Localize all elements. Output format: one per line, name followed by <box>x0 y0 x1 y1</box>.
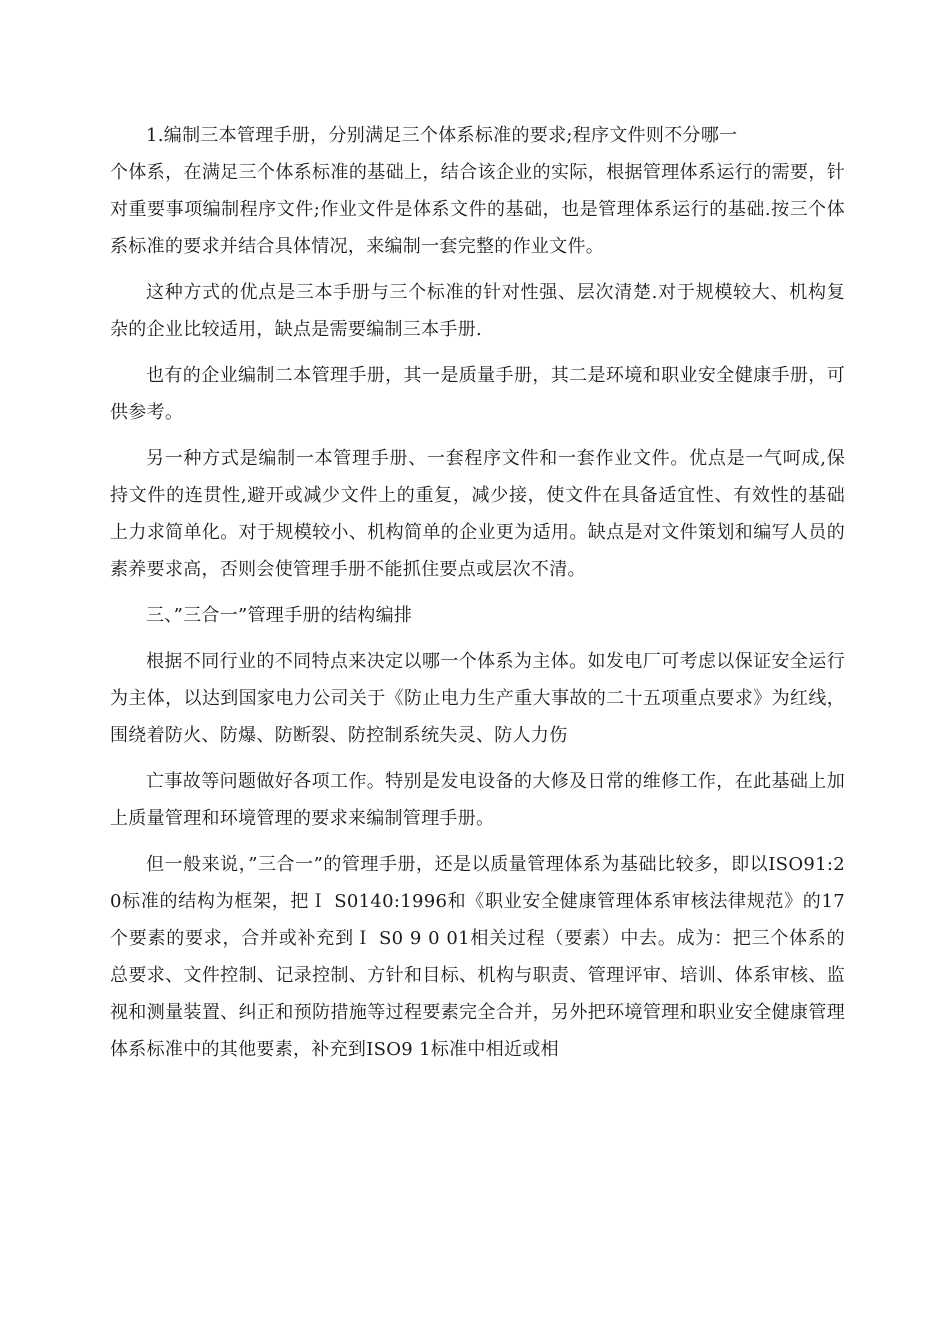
paragraph-5: 另一种方式是编制一本管理手册、一套程序文件和一套作业文件。优点是一气呵成,保持文件的连贯性,避开或减少文件上的重复，减少接，使文件在具备适宜性、有效性的基础上力求简单化。对于规模较小、机构简单的企业更为适用。缺点是对文件策划和编写人员的素养要求高，否则会使管理手册不能抓住要点或层次不清。 <box>110 448 845 580</box>
paragraph-3: 这种方式的优点是三本手册与三个标准的针对性强、层次清楚.对于规模较大、机构复杂的企业比较适用，缺点是需要编制三本手册. <box>110 282 845 340</box>
document-body <box>110 117 845 1077</box>
paragraph-1: 1.编制三本管理手册，分别满足三个体系标准的要求;程序文件则不分哪一 <box>146 125 738 146</box>
paragraph-7: 亡事故等问题做好各项工作。特别是发电设备的大修及日常的维修工作，在此基础上加上质量管理和环境管理的要求来编制管理手册。 <box>110 771 845 829</box>
paragraph-8: 但一般来说，”三合一”的管理手册，还是以质量管理体系为基础比较多，即以ISO91:2 0标准的结构为框架，把Ｉ S0140:1996和《职业安全健康管理体系审核法律规范》的17个要素的要求，合并或补充到Ｉ S0 9 0 01相关过程（要素）中去。成为：把三个体系的总要求、文件控制、记录控制、方针和目标、机构与职责、管理评审、培训、体系审核、监视和测量装置、纠正和预防措施等过程要素完全合并，另外把环境管理和职业安全健康管理体系标准中的其他要素，补充到ISO9 1标准中相近或相 <box>110 854 845 1060</box>
paragraph-4: 也有的企业编制二本管理手册，其一是质量手册，其二是环境和职业安全健康手册，可供参考。 <box>110 365 845 423</box>
section-heading: 三、”三合一”管理手册的结构编排 <box>146 605 413 626</box>
paragraph-6: 根据不同行业的不同特点来决定以哪一个体系为主体。如发电厂可考虑以保证安全运行为主体，以达到国家电力公司关于《防止电力生产重大事故的二十五项重点要求》为红线，围绕着防火、防爆、防断裂、防控制系统失灵、防人力伤 <box>110 651 845 746</box>
paragraph-2: 个体系，在满足三个体系标准的基础上，结合该企业的实际，根据管理体系运行的需要，针对重要事项编制程序文件;作业文件是体系文件的基础，也是管理体系运行的基础.按三个体系标准的要求并结合具体情况，来编制一套完整的作业文件。 <box>110 162 845 257</box>
